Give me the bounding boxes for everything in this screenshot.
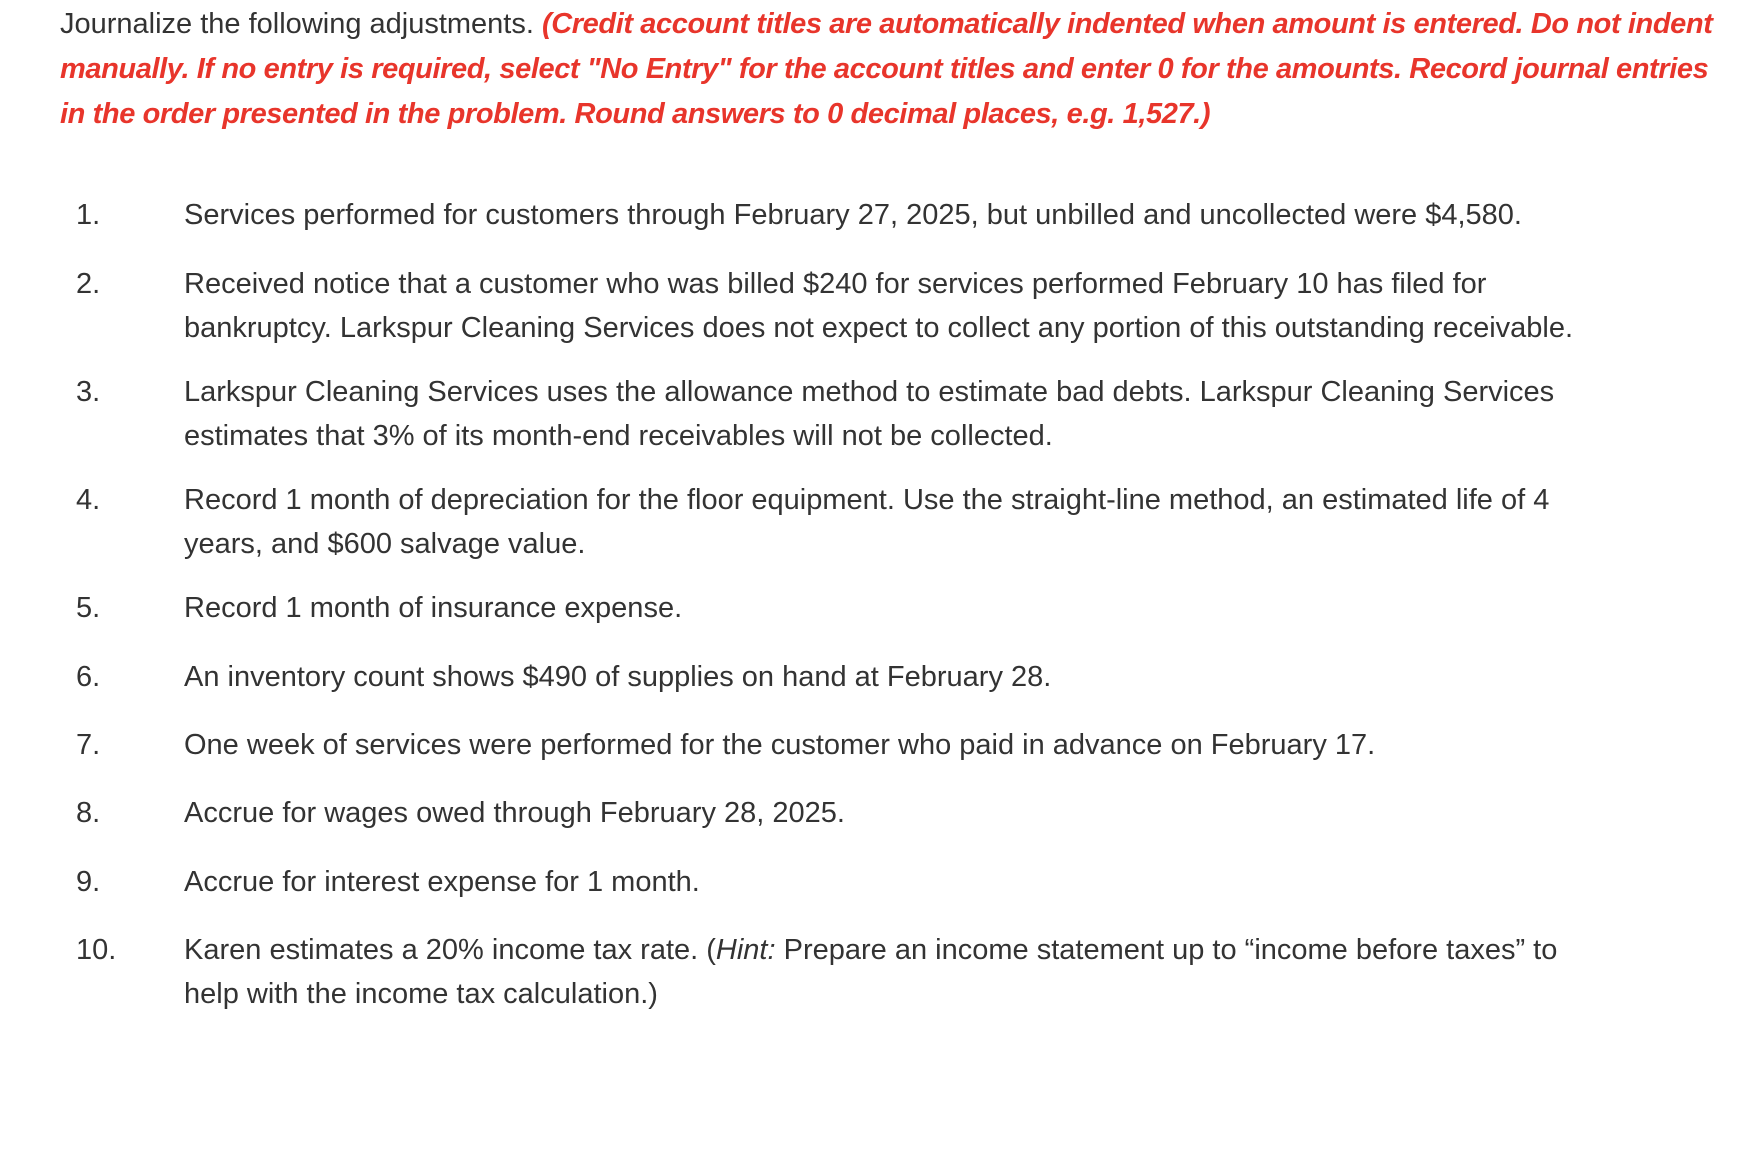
item-line: Accrue for interest expense for 1 month. xyxy=(184,866,700,898)
item-number: 7. xyxy=(76,729,101,761)
item-line: estimates that 3% of its month-end receivables will not be collected. xyxy=(184,420,1053,452)
item-text xyxy=(184,655,1704,699)
item-text xyxy=(184,193,1704,237)
hint-label: Hint: xyxy=(715,934,776,966)
instructions-note: (Credit account titles are automatically indented when amount is entered. Do not indent manually. If no entry is required, select "No Entry" for the account titles and enter 0 for the amounts. Record journal entries in the order presented in the problem. Round answers to 0 decimal places, e.g. 1,527.) xyxy=(60,8,1713,130)
item-line: Record 1 month of depreciation for the floor equipment. Use the straight-line method, an estimated life of 4 xyxy=(184,484,1550,516)
item-text xyxy=(184,370,1704,458)
item-line: bankruptcy. Larkspur Cleaning Services does not expect to collect any portion of this outstanding receivable. xyxy=(184,312,1574,344)
item-number: 8. xyxy=(76,797,101,829)
item-line: Record 1 month of insurance expense. xyxy=(184,592,683,624)
item-text xyxy=(184,860,1704,904)
item-number: 1. xyxy=(76,199,101,231)
item-text xyxy=(184,928,1704,1016)
item-number: 9. xyxy=(76,866,101,898)
item-text-segment: Prepare an income statement up to “income before taxes” to xyxy=(775,934,1558,966)
item-text xyxy=(184,586,1704,630)
item-line: Accrue for wages owed through February 28, 2025. xyxy=(184,797,845,829)
item-text xyxy=(184,262,1704,350)
item-line: One week of services were performed for the customer who paid in advance on February 17. xyxy=(184,729,1376,761)
item-line: Larkspur Cleaning Services uses the allowance method to estimate bad debts. Larkspur Cleaning Services xyxy=(184,376,1555,408)
item-line: Received notice that a customer who was billed $240 for services performed February 10 has filed for xyxy=(184,268,1487,300)
instructions-lead: Journalize the following adjustments. xyxy=(60,8,534,40)
item-number: 10. xyxy=(76,934,117,966)
item-line: help with the income tax calculation.) xyxy=(184,978,658,1010)
item-text-segment: Karen estimates a 20% income tax rate. ( xyxy=(184,934,716,966)
item-number: 4. xyxy=(76,484,101,516)
item-number: 5. xyxy=(76,592,101,624)
item-line: An inventory count shows $490 of supplies on hand at February 28. xyxy=(184,661,1052,693)
item-line xyxy=(184,928,1704,972)
item-text xyxy=(184,478,1704,566)
item-number: 6. xyxy=(76,661,101,693)
item-text xyxy=(184,791,1704,835)
item-text xyxy=(184,723,1704,767)
item-number: 2. xyxy=(76,268,101,300)
item-number: 3. xyxy=(76,376,101,408)
item-line: Services performed for customers through February 27, 2025, but unbilled and uncollected were $4,580. xyxy=(184,199,1522,231)
item-line: years, and $600 salvage value. xyxy=(184,528,586,560)
